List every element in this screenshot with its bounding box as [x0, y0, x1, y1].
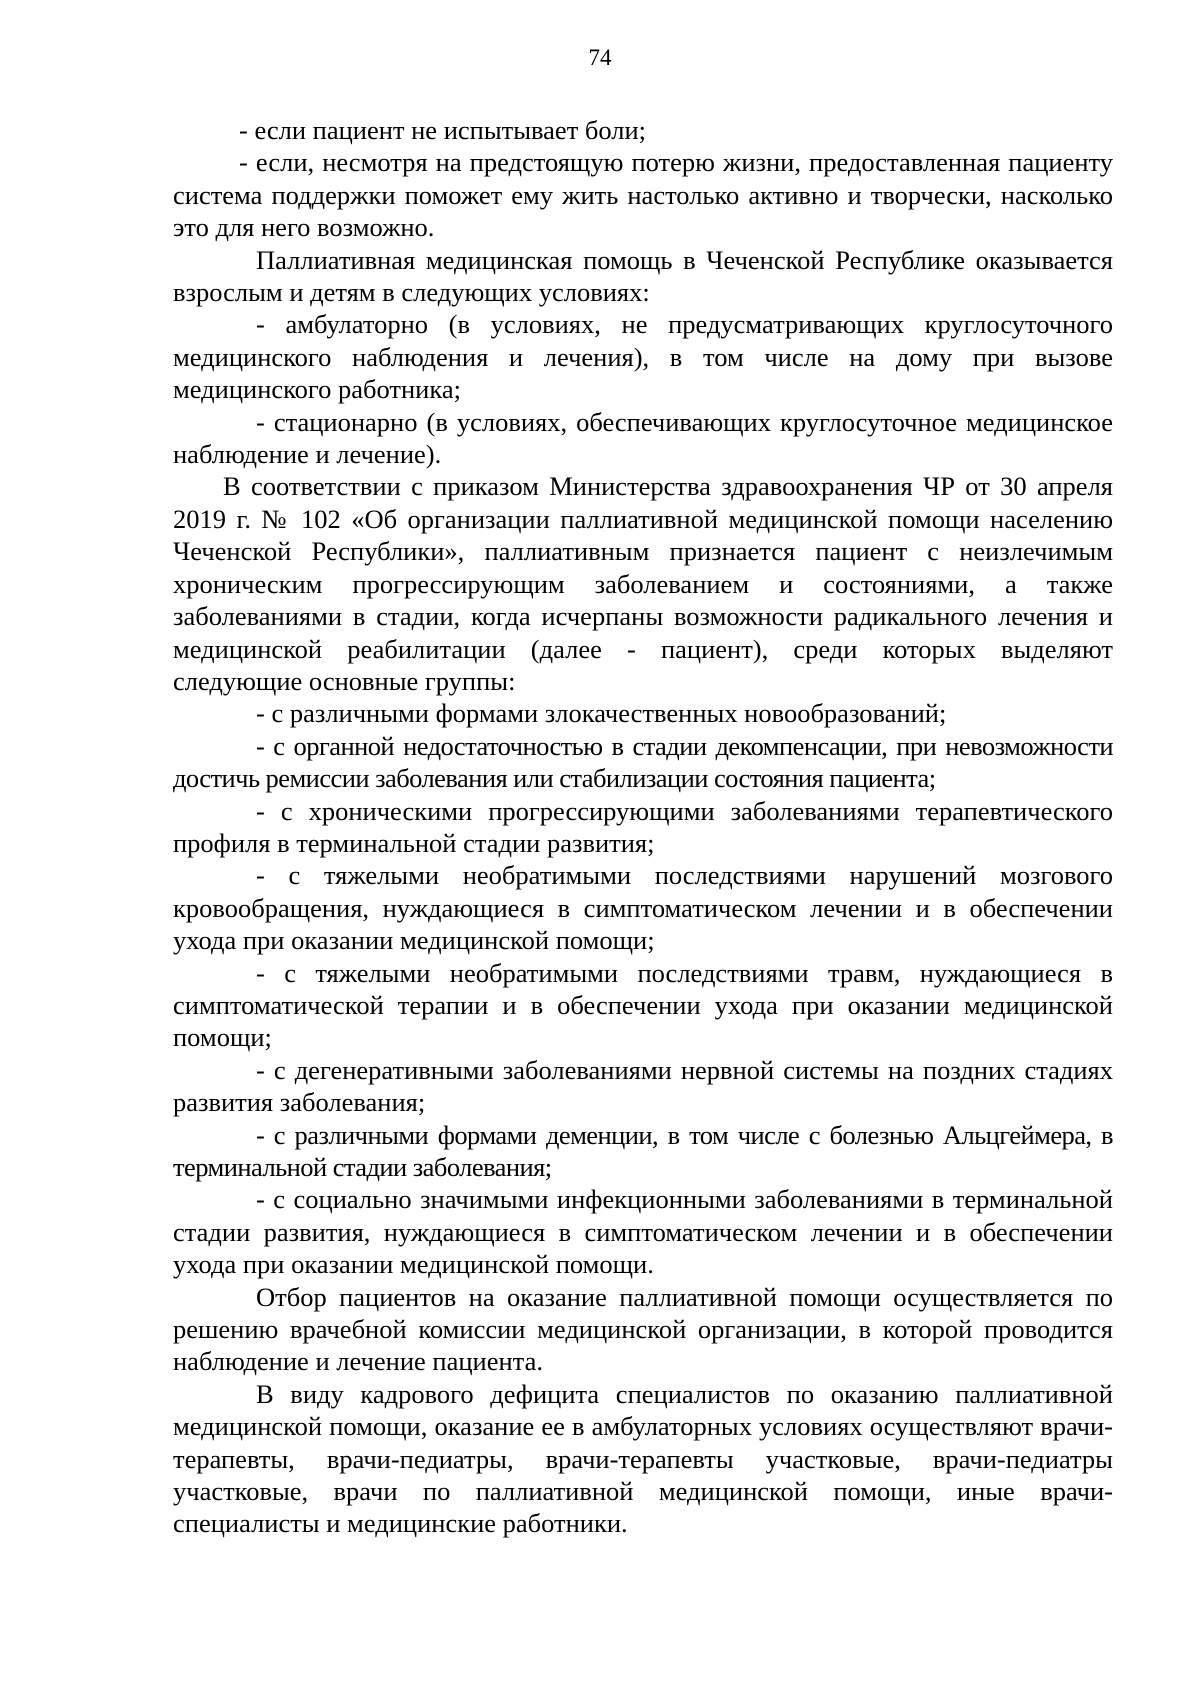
- paragraph-14: - с социально значимыми инфекционными заболеваниями в терминальной стадии развития, нуждающиеся в симптоматическом лечении и в обеспечении ухода при оказании медицинской помощи.: [173, 1184, 1113, 1280]
- document-body: [173, 114, 1113, 1540]
- paragraph-3: Паллиативная медицинская помощь в Чеченской Республике оказывается взрослым и детям в следующих условиях:: [173, 244, 1113, 308]
- paragraph-13: - с различными формами деменции, в том числе с болезнью Альцгеймера, в терминальной стадии заболевания;: [173, 1119, 1113, 1182]
- paragraph-15: Отбор пациентов на оказание паллиативной помощи осуществляется по решению врачебной комиссии медицинской организации, в которой проводится наблюдение и лечение пациента.: [173, 1281, 1113, 1377]
- paragraph-1: - если пациент не испытывает боли;: [239, 115, 647, 145]
- paragraph-16: В виду кадрового дефицита специалистов по оказанию паллиативной медицинской помощи, оказание ее в амбулаторных условиях осуществляют врачи-терапевты, врачи-педиатры, врачи-терапевты участковые, врачи-педиатры участковые, врачи по паллиативной медицинской помощи, иные врачи-специалисты и медицинские работники.: [173, 1378, 1113, 1539]
- paragraph-12: - с дегенеративными заболеваниями нервной системы на поздних стадиях развития заболевания;: [173, 1054, 1113, 1118]
- paragraph-10: - с тяжелыми необратимыми последствиями нарушений мозгового кровообращения, нуждающиеся в симптоматическом лечении и в обеспечении ухода при оказании медицинской помощи;: [173, 860, 1113, 956]
- paragraph-8: - с органной недостаточностью в стадии декомпенсации, при невозможности достичь ремиссии заболевания или стабилизации состояния пациента;: [173, 730, 1113, 794]
- paragraph-7: - с различными формами злокачественных новообразований;: [256, 698, 947, 729]
- paragraph-2: - если, несмотря на предстоящую потерю жизни, предоставленная пациенту система поддержки поможет ему жить настолько активно и творчески, насколько это для него возможно.: [173, 147, 1113, 243]
- paragraph-4: - амбулаторно (в условиях, не предусматривающих круглосуточного медицинского наблюдения и лечения), в том числе на дому при вызове медицинского работника;: [173, 309, 1113, 405]
- paragraph-6: В соответствии с приказом Министерства здравоохранения ЧР от 30 апреля 2019 г. № 102 «Об организации паллиативной медицинской помощи населению Чеченской Республики», паллиативным признается пациент с неизлечимым хроническим прогрессирующим заболеванием и состояниями, а также заболеваниями в стадии, когда исчерпаны возможности радикального лечения и медицинской реабилитации (далее - пациент), среди которых выделяют следующие основные группы:: [173, 471, 1113, 696]
- paragraph-11: - с тяжелыми необратимыми последствиями травм, нуждающиеся в симптоматической терапии и в обеспечении ухода при оказании медицинской помощи;: [173, 957, 1113, 1053]
- paragraph-9: - с хроническими прогрессирующими заболеваниями терапевтического профиля в терминальной стадии развития;: [173, 795, 1113, 858]
- paragraph-5: - стационарно (в условиях, обеспечивающих круглосуточное медицинское наблюдение и лечение).: [173, 406, 1113, 470]
- page-number: 74: [588, 45, 612, 70]
